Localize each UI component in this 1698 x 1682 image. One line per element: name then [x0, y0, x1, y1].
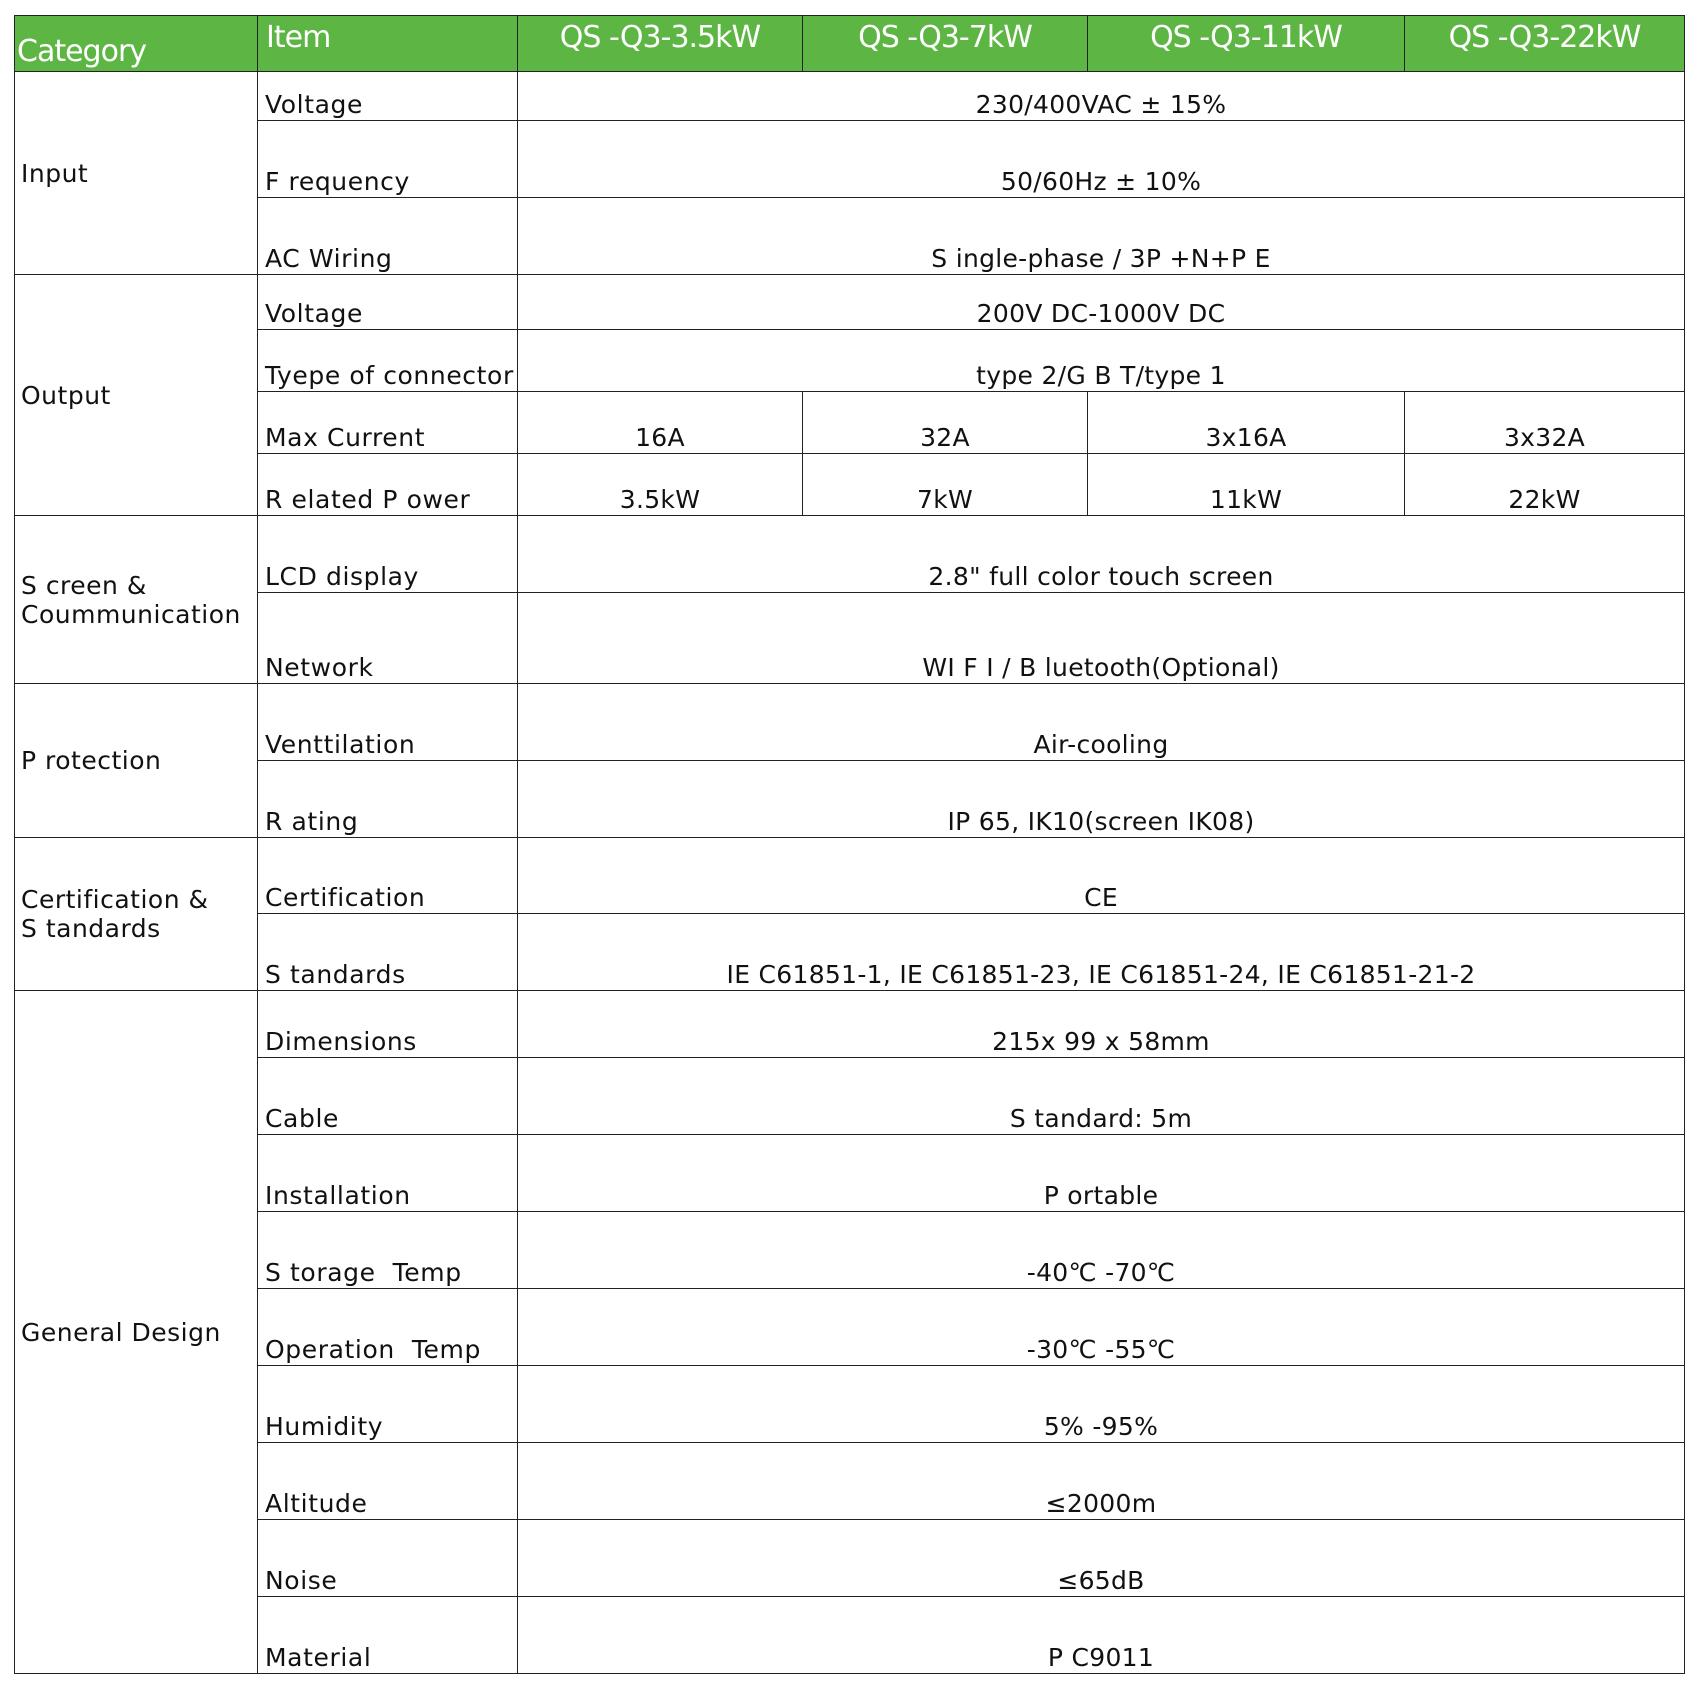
item-label: R elated P ower — [258, 454, 518, 516]
table-row — [15, 761, 1685, 838]
value-cell: IP 65, IK10(screen IK08) — [518, 761, 1685, 838]
table-row — [15, 1212, 1685, 1289]
value-cell: ≤65dB — [518, 1520, 1685, 1597]
header-item: Item — [258, 16, 518, 72]
table-row — [15, 1366, 1685, 1443]
value-cell: -30℃ -55℃ — [518, 1289, 1685, 1366]
item-label: Certification — [258, 838, 518, 914]
value-cell: P C9011 — [518, 1597, 1685, 1674]
value-cell: 16A — [518, 392, 803, 454]
item-label: Venttilation — [258, 684, 518, 761]
value-cell: CE — [518, 838, 1685, 914]
value-cell: P ortable — [518, 1135, 1685, 1212]
item-label: Cable — [258, 1058, 518, 1135]
item-label: Tyepe of connector — [258, 330, 518, 392]
table-row — [15, 914, 1685, 991]
value-cell: WI F I / B luetooth(Optional) — [518, 593, 1685, 684]
item-label: F requency — [258, 121, 518, 198]
category-line: S creen & — [21, 570, 147, 600]
header-model-3-5kw: QS -Q3-3.5kW — [518, 16, 803, 72]
value-cell: 50/60Hz ± 10% — [518, 121, 1685, 198]
table-row — [15, 121, 1685, 198]
category-output: Output — [15, 275, 258, 516]
table-row — [15, 198, 1685, 275]
value-cell: S tandard: 5m — [518, 1058, 1685, 1135]
table-row — [15, 275, 1685, 330]
item-label: AC Wiring — [258, 198, 518, 275]
item-label: S torage Temp — [258, 1212, 518, 1289]
item-label: R ating — [258, 761, 518, 838]
item-label: Voltage — [258, 275, 518, 330]
value-cell: 11kW — [1088, 454, 1405, 516]
category-line: Certification & — [21, 885, 209, 914]
item-label: Max Current — [258, 392, 518, 454]
value-cell: 3x16A — [1088, 392, 1405, 454]
value-cell: 32A — [803, 392, 1088, 454]
value-cell: 200V DC-1000V DC — [518, 275, 1685, 330]
table-row — [15, 516, 1685, 593]
value-cell: 22kW — [1405, 454, 1685, 516]
category-input: Input — [15, 72, 258, 275]
value-cell: 7kW — [803, 454, 1088, 516]
value-cell: IE C61851-1, IE C61851-23, IE C61851-24, IE C61851-21-2 — [518, 914, 1685, 991]
header-model-11kw: QS -Q3-11kW — [1088, 16, 1405, 72]
item-label: S tandards — [258, 914, 518, 991]
category-general-design: General Design — [15, 991, 258, 1674]
category-screen-communication — [15, 516, 258, 684]
item-label: Noise — [258, 1520, 518, 1597]
table-row — [15, 593, 1685, 684]
value-cell: 215x 99 x 58mm — [518, 991, 1685, 1058]
value-cell: 5% -95% — [518, 1366, 1685, 1443]
table-row — [15, 991, 1685, 1058]
value-cell: Air-cooling — [518, 684, 1685, 761]
value-cell: ≤2000m — [518, 1443, 1685, 1520]
table-row — [15, 72, 1685, 121]
table-row — [15, 1597, 1685, 1674]
table-row — [15, 1443, 1685, 1520]
table-row — [15, 1289, 1685, 1366]
table-row — [15, 330, 1685, 392]
value-cell: 230/400VAC ± 15% — [518, 72, 1685, 121]
item-label: Dimensions — [258, 991, 518, 1058]
table-row — [15, 1058, 1685, 1135]
item-label: Voltage — [258, 72, 518, 121]
item-label: Installation — [258, 1135, 518, 1212]
category-protection: P rotection — [15, 684, 258, 838]
header-category: Category — [15, 16, 258, 72]
table-row — [15, 1135, 1685, 1212]
value-cell: type 2/G B T/type 1 — [518, 330, 1685, 392]
item-label: LCD display — [258, 516, 518, 593]
value-cell: 2.8" full color touch screen — [518, 516, 1685, 593]
value-cell: 3x32A — [1405, 392, 1685, 454]
category-certification-standards — [15, 838, 258, 991]
item-label: Altitude — [258, 1443, 518, 1520]
item-label: Network — [258, 593, 518, 684]
spec-table — [14, 15, 1685, 1674]
header-row — [15, 16, 1685, 72]
value-cell: S ingle-phase / 3P +N+P E — [518, 198, 1685, 275]
table-row — [15, 838, 1685, 914]
table-row — [15, 1520, 1685, 1597]
table-row — [15, 684, 1685, 761]
category-line: Coummunication — [21, 599, 241, 629]
header-model-22kw: QS -Q3-22kW — [1405, 16, 1685, 72]
header-model-7kw: QS -Q3-7kW — [803, 16, 1088, 72]
value-cell: -40℃ -70℃ — [518, 1212, 1685, 1289]
table-row — [15, 454, 1685, 516]
value-cell: 3.5kW — [518, 454, 803, 516]
item-label: Humidity — [258, 1366, 518, 1443]
item-label: Operation Temp — [258, 1289, 518, 1366]
item-label: Material — [258, 1597, 518, 1674]
table-row — [15, 392, 1685, 454]
category-line: S tandards — [21, 914, 161, 943]
